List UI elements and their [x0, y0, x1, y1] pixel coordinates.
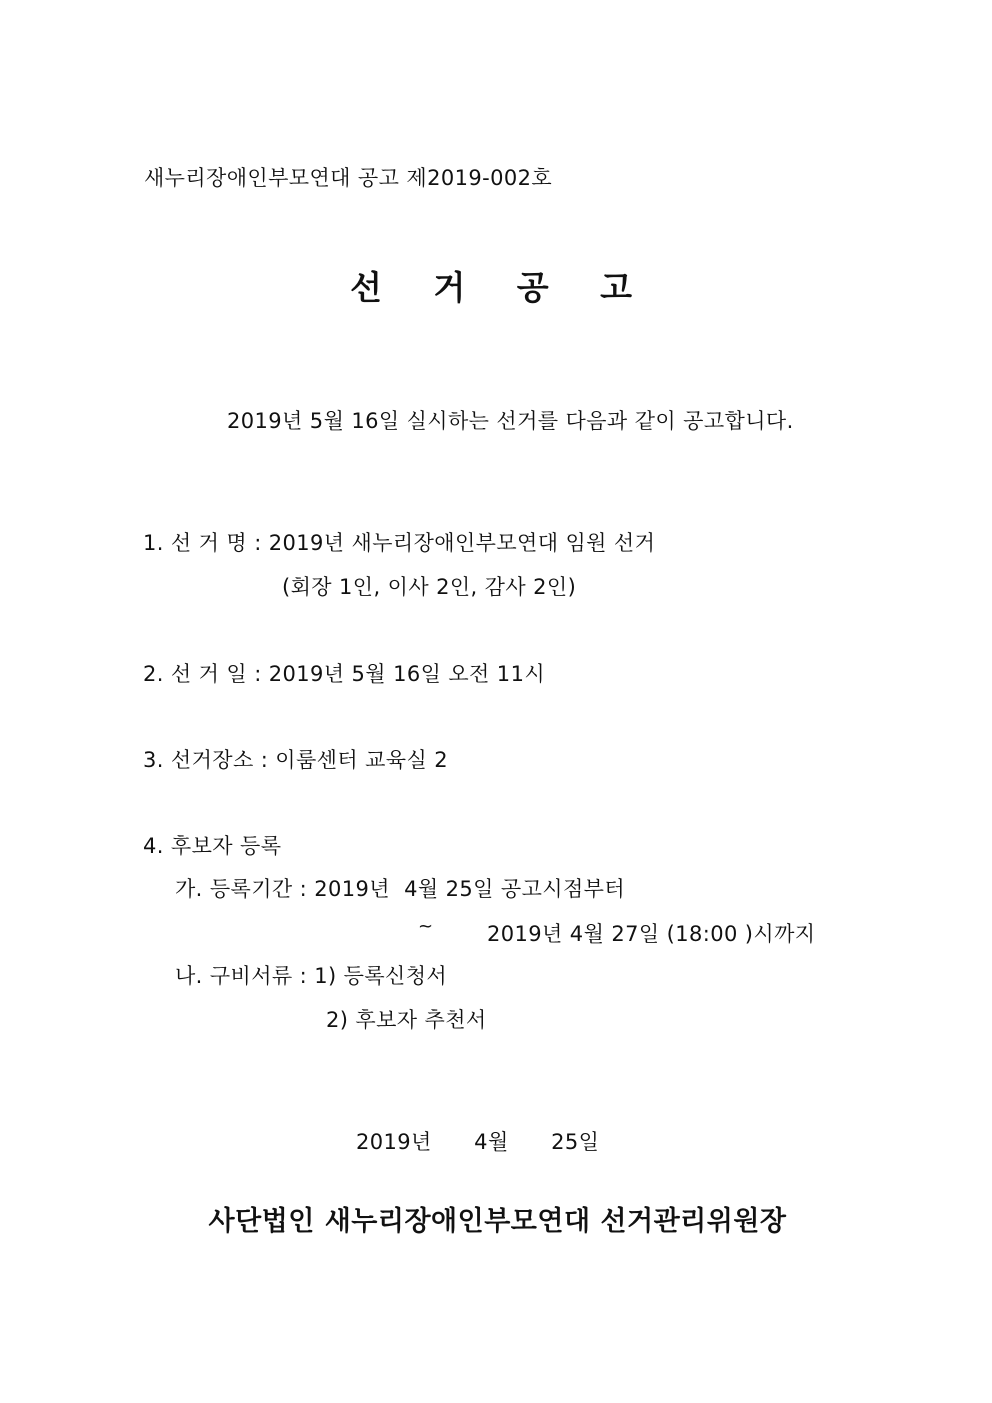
item-election-name: 1. 선 거 명 : 2019년 새누리장애인부모연대 임원 선거 [143, 531, 656, 555]
notice-date: 2019년 4월 25일 [356, 1130, 600, 1154]
item-required-documents-2: 2) 후보자 추천서 [326, 1008, 487, 1032]
signature: 사단법인 새누리장애인부모연대 선거관리위원장 [208, 1206, 787, 1237]
intro-text: 2019년 5월 16일 실시하는 선거를 다음과 같이 공고합니다. [227, 409, 794, 433]
item-election-date: 2. 선 거 일 : 2019년 5월 16일 오전 11시 [143, 662, 546, 686]
item-registration-period: 가. 등록기간 : 2019년 4월 25일 공고시점부터 [175, 877, 626, 901]
item-election-name-detail: (회장 1인, 이사 2인, 감사 2인) [282, 575, 577, 599]
item-required-documents: 나. 구비서류 : 1) 등록신청서 [175, 964, 448, 988]
registration-tilde: ~ [418, 916, 434, 937]
item-election-place: 3. 선거장소 : 이룸센터 교육실 2 [143, 748, 448, 772]
page-title: 선 거 공 고 [350, 268, 652, 307]
item-registration-period-end: 2019년 4월 27일 (18:00 )시까지 [487, 922, 816, 946]
item-candidate-registration: 4. 후보자 등록 [143, 834, 282, 858]
notice-number: 새누리장애인부모연대 공고 제2019-002호 [144, 166, 553, 190]
